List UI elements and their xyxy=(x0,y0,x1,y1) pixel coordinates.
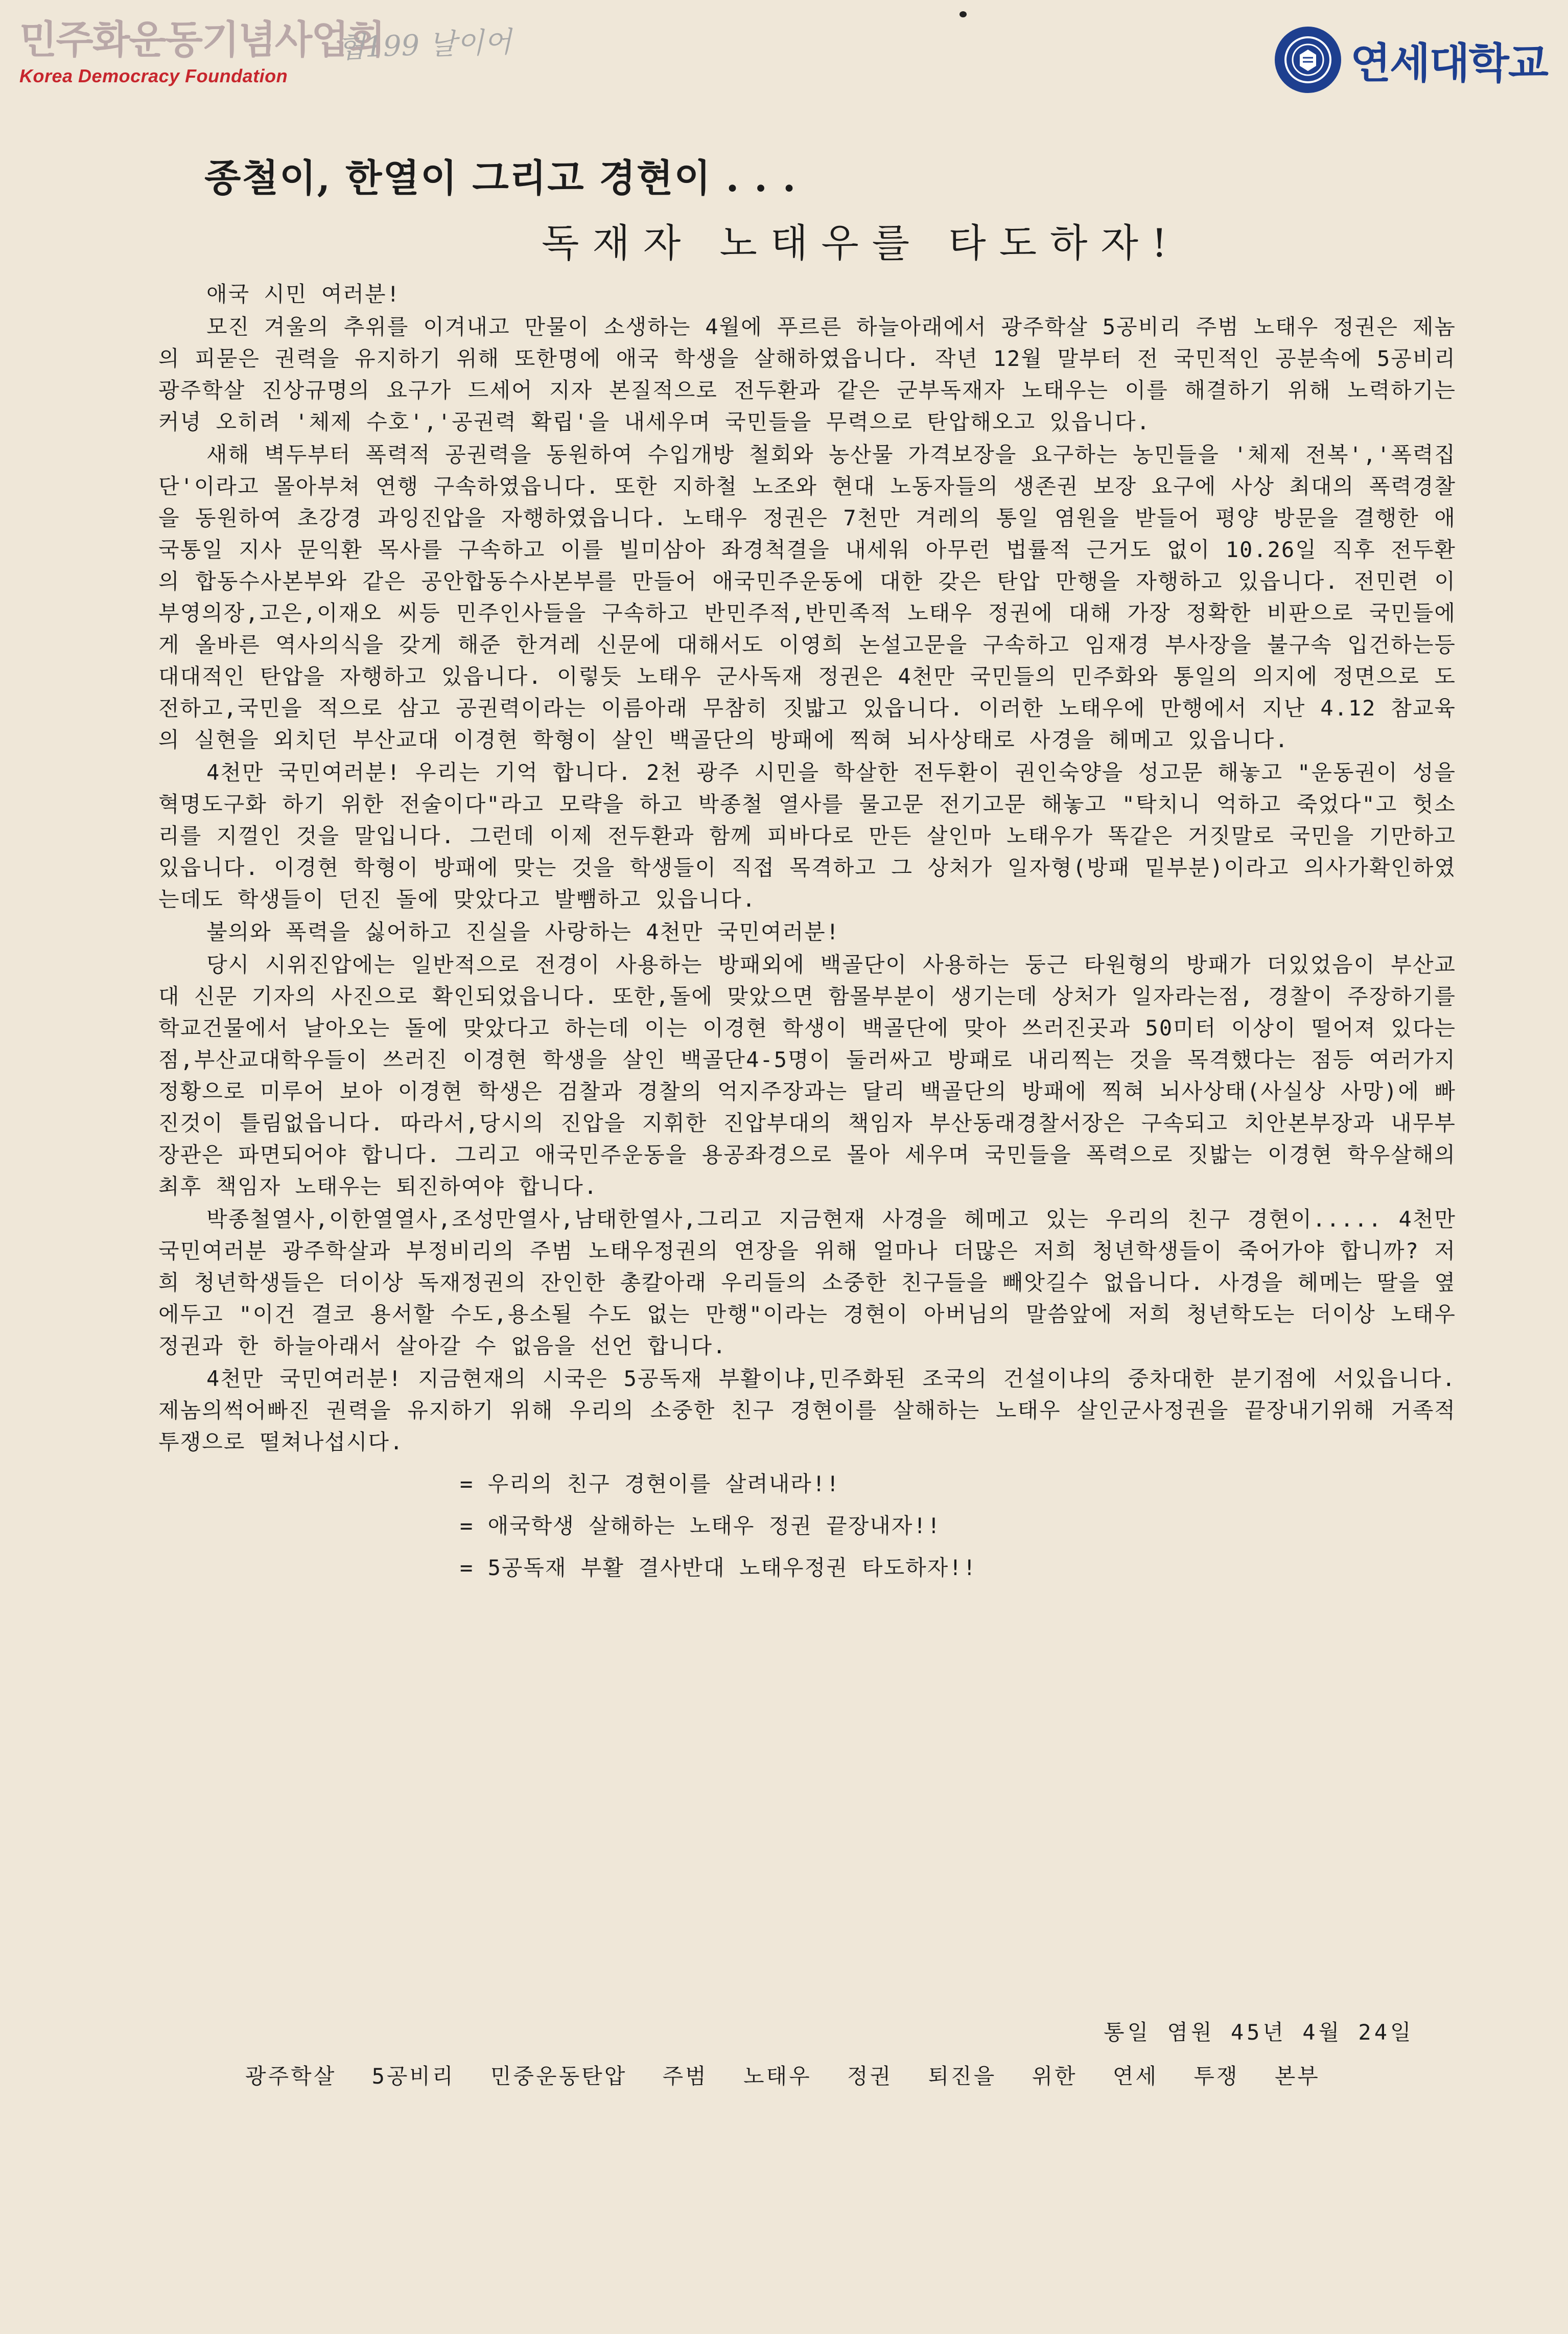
body-paragraph: 4천만 국민여러분! 우리는 기억 합니다. 2천 광주 시민을 학살한 전두환이 권인숙양을 성고문 해놓고 "운동권이 성을 혁명도구화 하기 위한 전술이다"라고 모략을 하고 박종철 열사를 물고문 전기고문 해놓고 "탁치니 억하고 죽었다"고 헛소리를 지껄인 것을 말입니다. 그런데 이제 전두환과 함께 피바다로 만든 살인마 노태우가 똑같은 거짓말로 국민을 기만하고 있읍니다. 이경현 학형이 방패에 맞는 것을 학생들이 직접 목격하고 그 상처가 일자형(방패 밑부분)이라고 의사가확인하였는데도 학생들이 던진 돌에 맞았다고 발뺌하고 있읍니다. xyxy=(158,760,1456,912)
university-seal-icon xyxy=(1275,27,1341,93)
archive-name-ko: 민주화운동기념사업회 xyxy=(19,17,385,62)
university-logo xyxy=(1275,27,1548,93)
issuer-signature: 광주학살 5공비리 민중운동탄압 주범 노태우 정권 퇴진을 위한 연세 투쟁 본부 xyxy=(245,2064,1320,2089)
slogan-list xyxy=(158,1463,1456,1589)
document-body xyxy=(158,279,1456,1589)
body-paragraph: 불의와 폭력을 싫어하고 진실을 사랑하는 4천만 국민여러분! xyxy=(206,919,840,944)
slogan: = 5공독재 부활 결사반대 노태우정권 타도하자!! xyxy=(460,1555,977,1580)
document-title-line-1: 종철이, 한열이 그리고 경현이 . . . xyxy=(204,156,797,200)
salutation: 애국 시민 여러분! xyxy=(206,282,401,307)
slogan: = 우리의 친구 경현이를 살려내라!! xyxy=(460,1471,840,1496)
body-paragraph: 4천만 국민여러분! 지금현재의 시국은 5공독재 부활이냐,민주화된 조국의 건설이냐의 중차대한 분기점에 서있읍니다. 제놈의썩어빠진 권력을 유지하기 위해 우리의 소중한 친구 경현이를 살해하는 노태우 살인군사정권을 끝장내기위해 거족적 투쟁으로 떨쳐나섭시다. xyxy=(158,1366,1456,1454)
document-title-line-2: 독재자 노태우를 타도하자! xyxy=(542,220,1181,266)
handwritten-note: 협199 날이어 xyxy=(337,26,512,65)
ink-speck xyxy=(959,11,967,17)
university-name: 연세대학교 xyxy=(1350,39,1548,88)
body-paragraph: 박종철열사,이한열열사,조성만열사,남태한열사,그리고 지금현재 사경을 헤메고 있는 우리의 친구 경현이..... 4천만 국민여러분 광주학살과 부정비리의 주범 노태우정권의 연장을 위해 얼마나 더많은 저희 청년학생들이 죽어가야 합니까? 저희 청년학생들은 더이상 독재정권의 잔인한 총칼아래 우리들의 소중한 친구들을 빼앗길수 없읍니다. 사경을 헤메는 딸을 옆에두고 "이건 결코 용서할 수도,용소될 수도 없는 만행"이라는 경현이 아버님의 말씀앞에 저희 청년학도는 더이상 노태우정권과 한 하늘아래서 살아갈 수 없음을 선언 합니다. xyxy=(158,1207,1456,1358)
archive-logo xyxy=(19,17,385,87)
document-date: 통일 염원 45년 4월 24일 xyxy=(1104,2020,1414,2045)
body-paragraph: 새해 벽두부터 폭력적 공권력을 동원하여 수입개방 철회와 농산물 가격보장을 요구하는 농민들을 '체제 전복','폭력집단'이라고 몰아부쳐 연행 구속하였읍니다. 또한 지하철 노조와 현대 노동자들의 생존권 보장 요구에 사상 최대의 폭력경찰을 동원하여 초강경 과잉진압을 자행하였읍니다. 노태우 정권은 7천만 겨레의 통일 염원을 받들어 평양 방문을 결행한 애국통일 지사 문익환 목사를 구속하고 이를 빌미삼아 좌경척결을 내세워 아무런 법률적 근거도 없이 10.26일 직후 전두환의 합동수사본부와 같은 공안합동수사본부를 만들어 애국민주운동에 대한 갖은 탄압 만행을 자행하고 있읍니다. 전민련 이부영의장,고은,이재오 씨등 민주인사들을 구속하고 반민주적,반민족적 노태우 정권에 대해 가장 정확한 비판으로 국민들에게 올바른 역사의식을 갖게 해준 한겨레 신문에 대해서도 이영희 논설고문을 구속하고 임재경 부사장을 불구속 입건하는등 대대적인 탄압을 자행하고 있읍니다. 이렇듯 노태우 군사독재 정권은 4천만 국민들의 민주화와 통일의 의지에 정면으로 도전하고,국민을 적으로 삼고 공권력이라는 이름아래 무참히 짓밟고 있읍니다. 이러한 노태우에 만행에서 지난 4.12 참교육의 실현을 외치던 부산교대 이경현 학형이 살인 백골단의 방패에 찍혀 뇌사상태로 사경을 헤메고 있읍니다. xyxy=(158,442,1456,752)
body-paragraph: 당시 시위진압에는 일반적으로 전경이 사용하는 방패외에 백골단이 사용하는 둥근 타원형의 방패가 더있었음이 부산교대 신문 기자의 사진으로 확인되었읍니다. 또한,돌에 맞았으면 함몰부분이 생기는데 상처가 일자라는점, 경찰이 주장하기를 학교건물에서 날아오는 돌에 맞았다고 하는데 이는 이경현 학생이 백골단에 맞아 쓰러진곳과 50미터 이상이 떨어져 있다는점,부산교대학우들이 쓰러진 이경현 학생을 살인 백골단4-5명이 둘러싸고 방패로 내리찍는 것을 목격했다는 점등 여러가지 정황으로 미루어 보아 이경현 학생은 검찰과 경찰의 억지주장과는 달리 백골단의 방패에 찍혀 뇌사상태(사실상 사망)에 빠진것이 틀림없읍니다. 따라서,당시의 진압을 지휘한 진압부대의 책임자 부산동래경찰서장은 구속되고 치안본부장과 내무부장관은 파면되어야 합니다. 그리고 애국민주운동을 용공좌경으로 몰아 세우며 국민들을 폭력으로 짓밟는 이경현 학우살해의 최후 책임자 노태우는 퇴진하여야 합니다. xyxy=(158,952,1456,1199)
archive-name-en: Korea Democracy Foundation xyxy=(19,65,288,86)
body-paragraph: 모진 겨울의 추위를 이겨내고 만물이 소생하는 4월에 푸르른 하늘아래에서 광주학살 5공비리 주범 노태우 정권은 제놈의 피묻은 권력을 유지하기 위해 또한명에 애국 학생을 살해하였읍니다. 작년 12월 말부터 전 국민적인 공분속에 5공비리 광주학살 진상규명의 요구가 드세어 지자 본질적으로 전두환과 같은 군부독재자 노태우는 이를 해결하기 위해 노력하기는 커녕 오히려 '체제 수호','공권력 확립'을 내세우며 국민들을 무력으로 탄압해오고 있읍니다. xyxy=(158,314,1456,434)
slogan: = 애국학생 살해하는 노태우 정권 끝장내자!! xyxy=(460,1513,942,1538)
